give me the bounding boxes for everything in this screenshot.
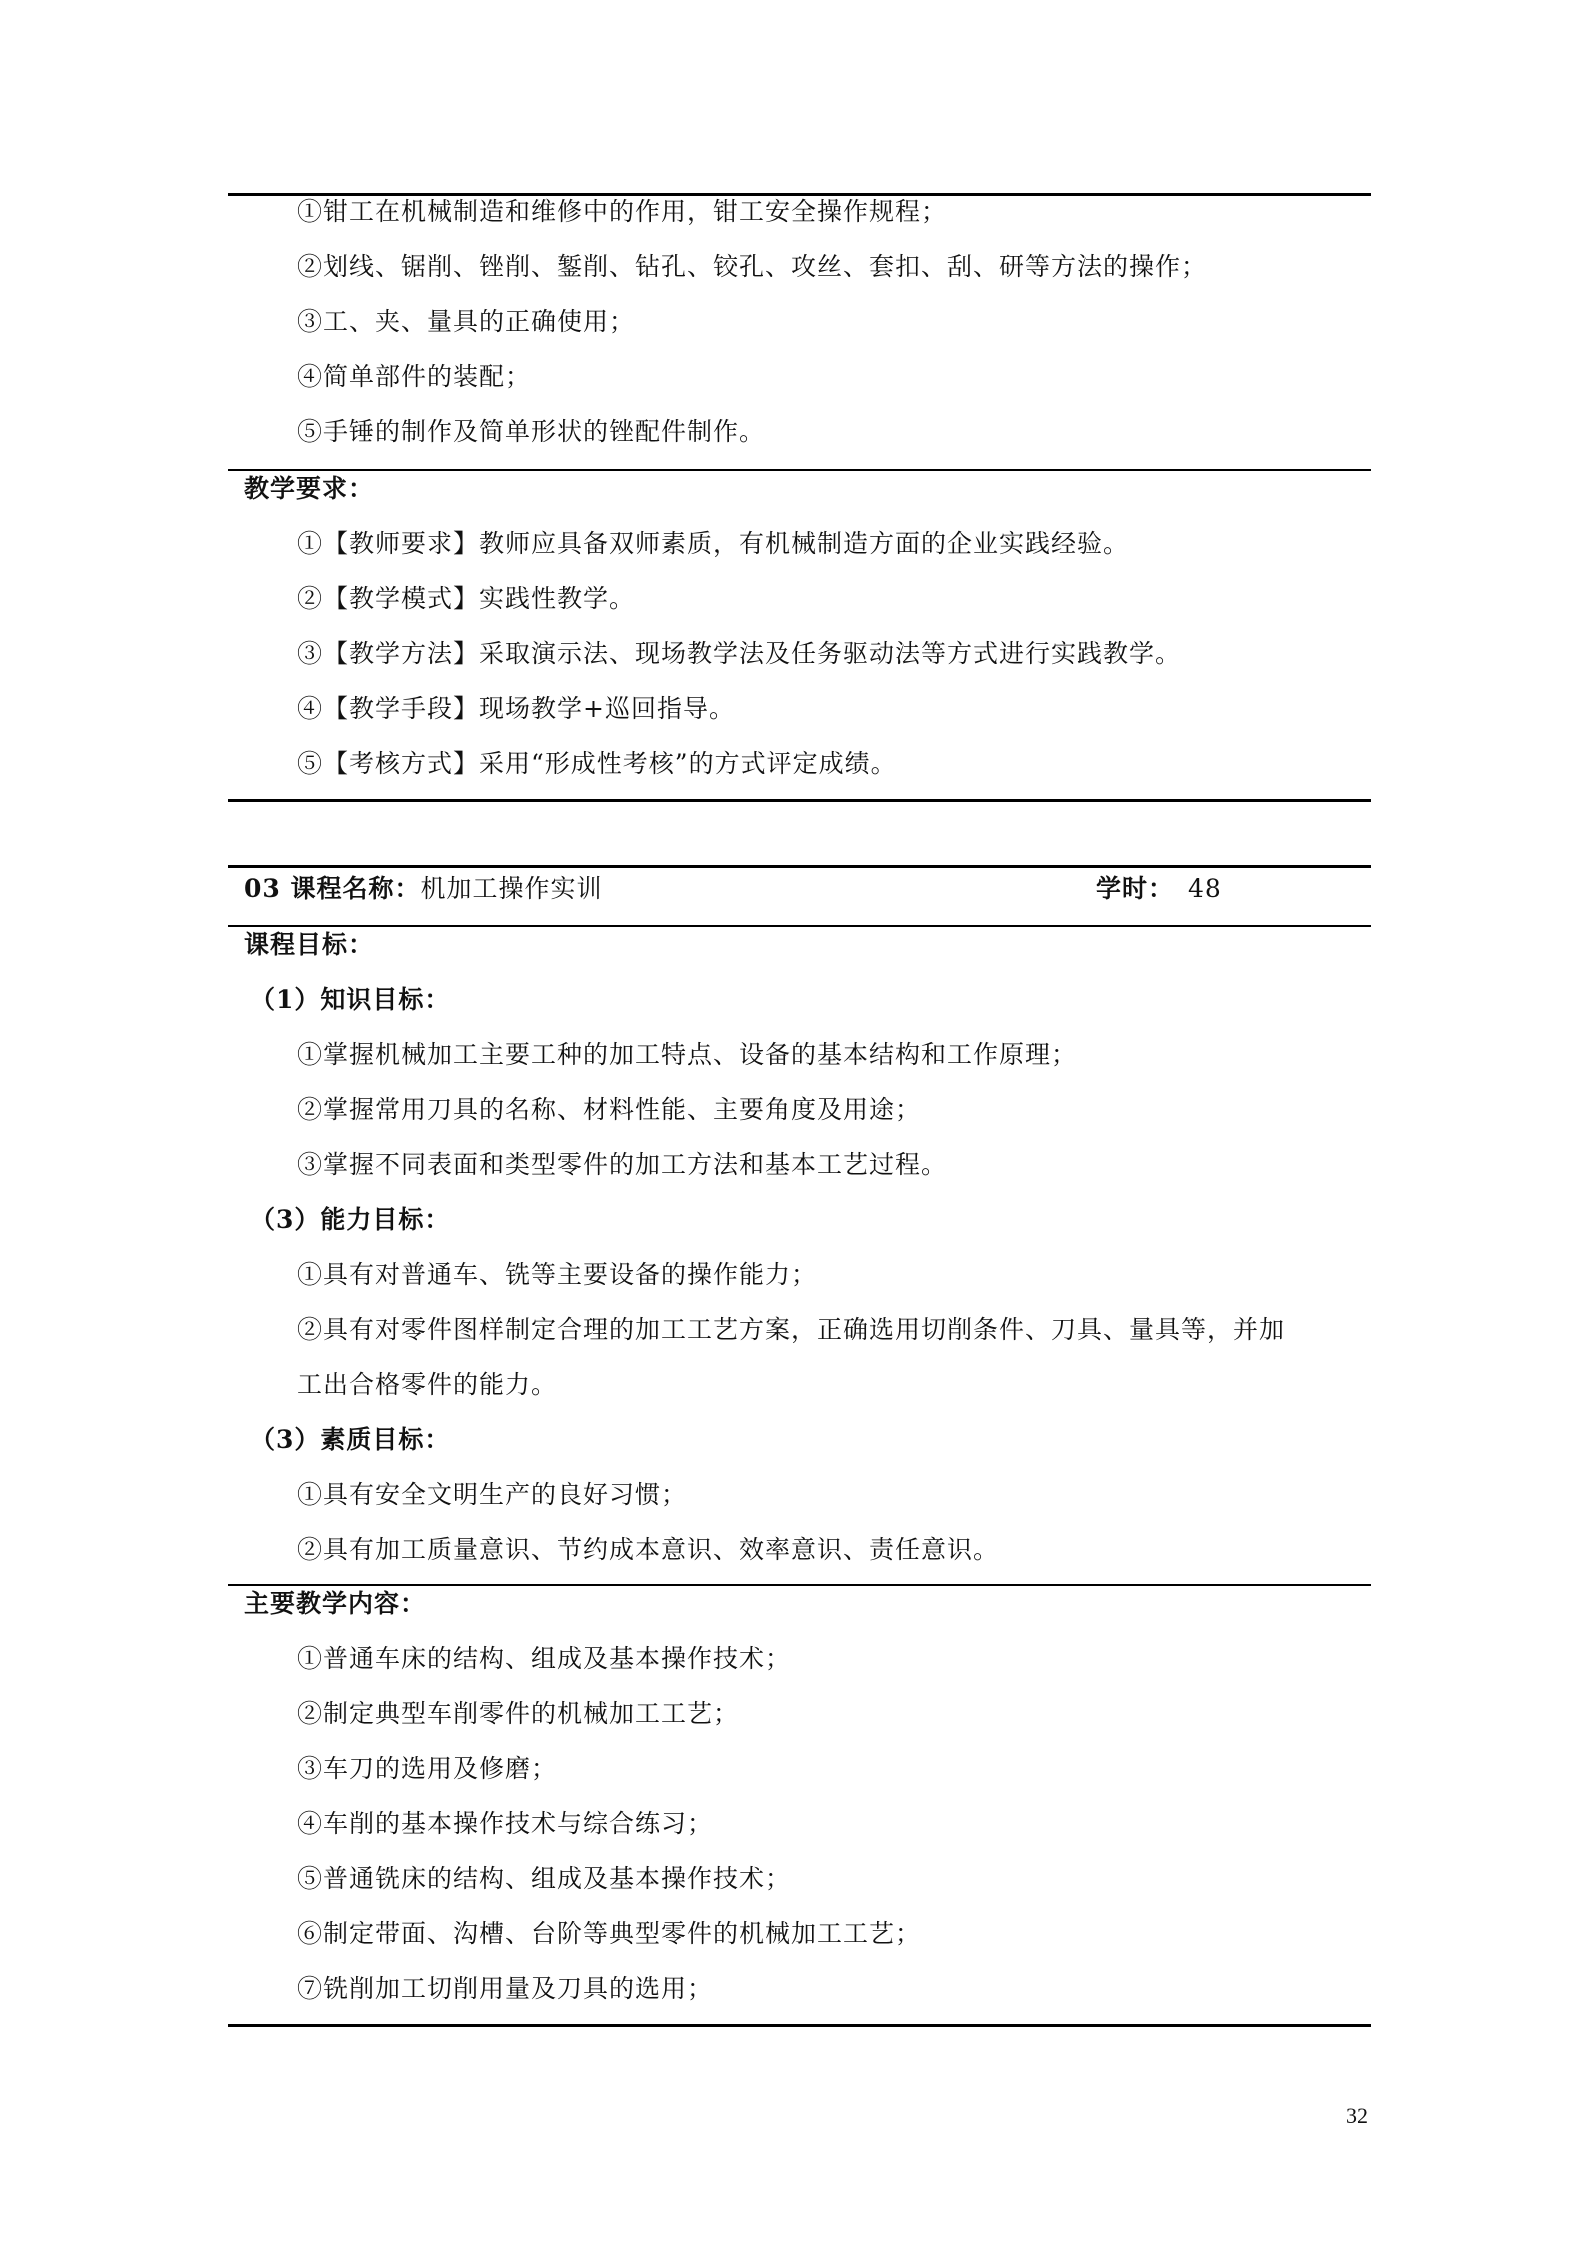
course-name: 机加工操作实训: [420, 874, 603, 903]
list-item: ⑥制定带面、沟槽、台阶等典型零件的机械加工工艺；: [297, 1919, 922, 1948]
hours-label: 学时：: [1096, 874, 1175, 903]
subheading-knowledge: （1）知识目标：: [250, 985, 451, 1014]
course-code-label: 03 课程名称：: [244, 874, 421, 903]
list-item: ②具有对零件图样制定合理的加工工艺方案，正确选用切削条件、刀具、量具等，并加: [297, 1315, 1286, 1344]
list-item: ③【教学方法】采取演示法、现场教学法及任务驱动法等方式进行实践教学。: [297, 639, 1182, 668]
list-item: ④【教学手段】现场教学+巡回指导。: [297, 694, 735, 723]
list-item: ③车刀的选用及修磨；: [297, 1754, 558, 1783]
page-number: 32: [1346, 2103, 1368, 2128]
subheading-ability: （3）能力目标：: [250, 1205, 451, 1234]
section-heading-requirements: 教学要求：: [244, 474, 375, 503]
subheading-quality: （3）素质目标：: [250, 1425, 451, 1454]
list-item: ①普通车床的结构、组成及基本操作技术；: [297, 1644, 792, 1673]
row-divider: [228, 469, 1371, 471]
list-item: ①具有安全文明生产的良好习惯；: [297, 1480, 688, 1509]
section-heading-content: 主要教学内容：: [244, 1589, 427, 1618]
list-item: ⑦铣削加工切削用量及刀具的选用；: [297, 1974, 714, 2003]
row-divider: [228, 1584, 1371, 1586]
row-divider: [228, 925, 1371, 927]
list-item: ④车削的基本操作技术与综合练习；: [297, 1809, 714, 1838]
section-heading-goals: 课程目标：: [244, 930, 375, 959]
hours-value: 48: [1188, 874, 1222, 903]
table-top-rule: [228, 865, 1371, 868]
table-bottom-rule: [228, 2024, 1371, 2027]
list-item: ①掌握机械加工主要工种的加工特点、设备的基本结构和工作原理；: [297, 1040, 1078, 1069]
course-title-row: [244, 873, 603, 905]
list-item: ⑤【考核方式】采用“形成性考核”的方式评定成绩。: [297, 749, 897, 778]
course-hours: [1096, 873, 1222, 905]
list-item: ⑤普通铣床的结构、组成及基本操作技术；: [297, 1864, 792, 1893]
list-item: ①钳工在机械制造和维修中的作用，钳工安全操作规程；: [297, 197, 948, 226]
list-item: ⑤手锤的制作及简单形状的锉配件制作。: [297, 417, 766, 446]
list-item: ②制定典型车削零件的机械加工工艺；: [297, 1699, 740, 1728]
list-item: ②划线、锯削、锉削、錾削、钻孔、铰孔、攻丝、套扣、刮、研等方法的操作；: [297, 252, 1208, 281]
list-item: ④简单部件的装配；: [297, 362, 532, 391]
list-item: ②具有加工质量意识、节约成本意识、效率意识、责任意识。: [297, 1535, 1000, 1564]
list-item: ②掌握常用刀具的名称、材料性能、主要角度及用途；: [297, 1095, 922, 1124]
table-bottom-rule: [228, 799, 1371, 802]
list-item: ①具有对普通车、铣等主要设备的操作能力；: [297, 1260, 818, 1289]
list-item: ②【教学模式】实践性教学。: [297, 584, 636, 613]
list-item: ①【教师要求】教师应具备双师素质，有机械制造方面的企业实践经验。: [297, 529, 1130, 558]
list-item: ③掌握不同表面和类型零件的加工方法和基本工艺过程。: [297, 1150, 948, 1179]
list-item: ③工、夹、量具的正确使用；: [297, 307, 636, 336]
list-item: 工出合格零件的能力。: [297, 1370, 558, 1399]
